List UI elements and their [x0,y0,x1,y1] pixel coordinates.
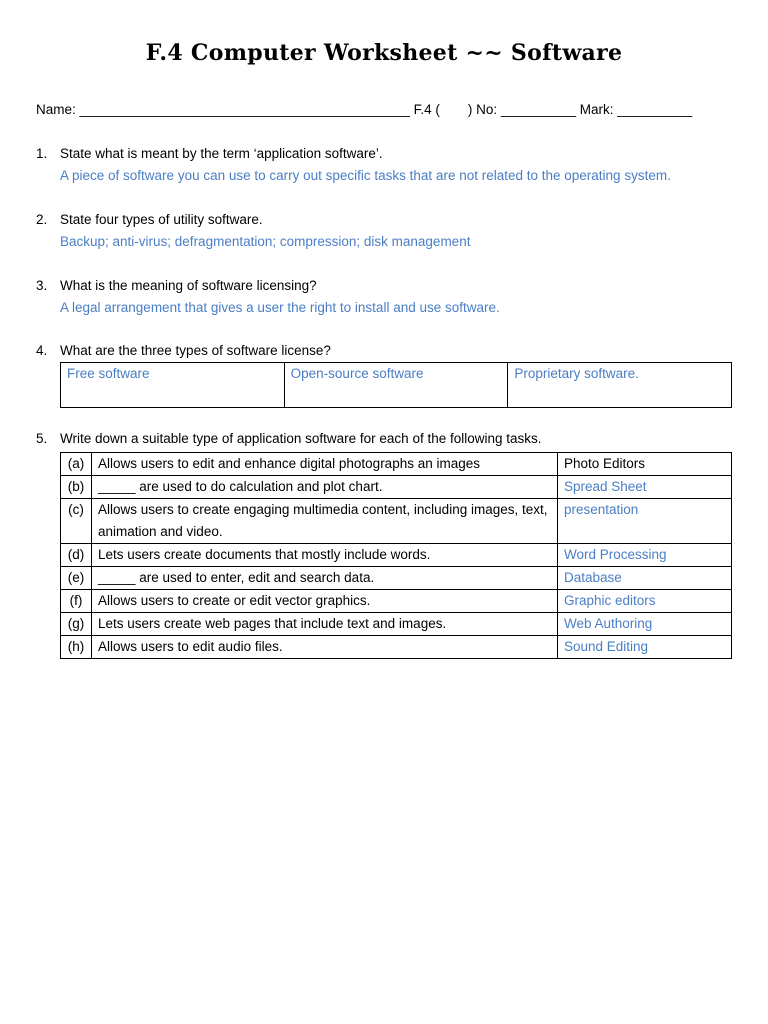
task-answer: Spread Sheet [558,476,732,499]
task-answer: Database [558,567,732,590]
application-software-table [60,452,732,659]
task-description: _____ are used to enter, edit and search data. [92,567,558,590]
question-text: Write down a suitable type of application software for each of the following tasks. [60,431,542,446]
table-row [61,363,732,408]
row-label: (c) [61,499,92,544]
question-answer: A legal arrangement that gives a user the right to install and use software. [60,300,500,315]
task-description: Allows users to create or edit vector graphics. [92,590,558,613]
task-answer: Web Authoring [558,613,732,636]
license-cell-proprietary: Proprietary software. [508,363,732,408]
license-types-table [60,362,732,408]
table-row [61,636,732,659]
task-answer: Graphic editors [558,590,732,613]
row-label: (a) [61,453,92,476]
table-row [61,499,732,544]
task-answer: Photo Editors [558,453,732,476]
row-label: (e) [61,567,92,590]
row-label: (h) [61,636,92,659]
task-answer: Sound Editing [558,636,732,659]
row-label: (g) [61,613,92,636]
question-number: 4. [36,343,48,358]
task-description: Lets users create documents that mostly include words. [92,544,558,567]
row-label: (d) [61,544,92,567]
question-number: 2. [36,212,48,227]
question-text: What are the three types of software license? [60,343,331,358]
row-label: (b) [61,476,92,499]
row-label: (f) [61,590,92,613]
task-description: Lets users create web pages that include text and images. [92,613,558,636]
license-cell-free: Free software [61,363,285,408]
table-row [61,453,732,476]
question-number: 3. [36,278,48,293]
question-text: What is the meaning of software licensing? [60,278,317,293]
task-description: Allows users to create engaging multimedia content, including images, text, animation and video. [92,499,558,544]
name-field-label: Name: ____________________________________________ F.4 ( [36,102,440,117]
question-text: State four types of utility software. [60,212,263,227]
question-number: 5. [36,431,48,446]
table-row [61,544,732,567]
task-description: _____ are used to do calculation and plot chart. [92,476,558,499]
table-row [61,590,732,613]
table-row [61,476,732,499]
task-answer: presentation [558,499,732,544]
question-text: State what is meant by the term ‘application software’. [60,146,383,161]
task-description: Allows users to edit audio files. [92,636,558,659]
task-description: Allows users to edit and enhance digital photographs an images [92,453,558,476]
number-mark-field-label: ) No: __________ Mark: __________ [467,102,693,117]
student-info-line [36,102,736,117]
table-row [61,567,732,590]
task-answer: Word Processing [558,544,732,567]
question-answer: A piece of software you can use to carry out specific tasks that are not related to the operating system. [60,168,671,183]
question-number: 1. [36,146,48,161]
license-cell-open-source: Open-source software [284,363,508,408]
question-answer: Backup; anti-virus; defragmentation; compression; disk management [60,234,471,249]
worksheet-title: F.4 Computer Worksheet ~~ Software [145,40,623,66]
table-row [61,613,732,636]
